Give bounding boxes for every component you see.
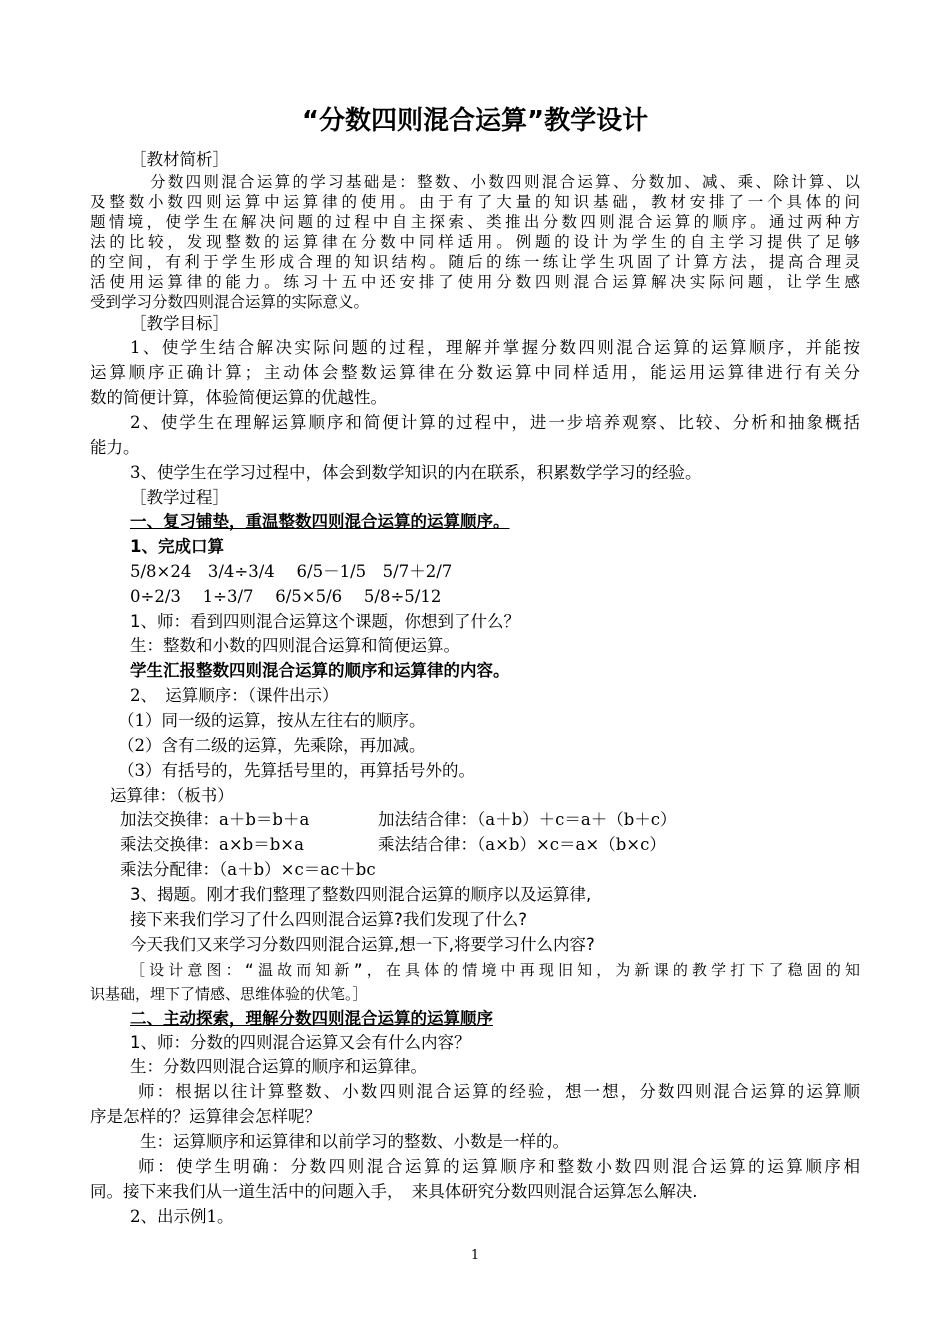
goal-line: 1、使学生结合解决实际问题的过程，理解并掌握分数四则混合运算的运算顺序，并能按	[130, 338, 860, 357]
goal-line: 数的简便计算，体验简便运算的优越性。	[90, 388, 387, 407]
document-title: “分数四则混合运算”教学设计	[301, 106, 649, 136]
teacher-line: 序是怎样的？运算律会怎样呢？	[90, 1107, 321, 1126]
part2-heading: 二、主动探索，理解分数四则混合运算的运算顺序	[130, 1009, 493, 1028]
reveal-line: 接下来我们学习了什么四则混合运算?我们发现了什么?	[130, 910, 528, 929]
laws-heading: 运算律：（板书）	[110, 786, 234, 805]
reveal-line: 今天我们又来学习分数四则混合运算,想一下,将要学习什么内容?	[130, 935, 595, 954]
oral-heading: 1、完成口算	[130, 537, 224, 556]
goal-line: 3、使学生在学习过程中，体会到数学知识的内在联系，积累数学学习的经验。	[130, 463, 702, 482]
goal-line: 运算顺序正确计算；主动体会整数运算律在分数运算中同样适用，能运用运算律进行有关分	[90, 363, 860, 382]
page-number: 1	[470, 1248, 480, 1263]
teacher-line: 同。接下来我们从一道生活中的问题入手， 来具体研究分数四则混合运算怎么解决.	[90, 1182, 698, 1201]
part1-heading: 一、复习铺垫，重温整数四则混合运算的运算顺序。	[130, 512, 510, 531]
teacher-line: 师：根据以往计算整数、小数四则混合运算的经验，想一想，分数四则混合运算的运算顺	[138, 1082, 860, 1101]
law-line: 加法结合律：（a＋b）＋c＝a＋（b＋c）	[378, 810, 677, 829]
student-line: 生：分数四则混合运算的顺序和运算律。	[130, 1057, 427, 1076]
teacher-line: 师：使学生明确：分数四则混合运算的运算顺序和整数小数四则混合运算的运算顺序相	[138, 1157, 860, 1176]
goals-heading: ［教学目标］	[130, 314, 229, 333]
order-item: （3）有括号的，先算括号里的，再算括号外的。	[118, 761, 475, 780]
analysis-line: 法的比较，发现整数的运算律在分数中同样适用。例题的设计为学生的自主学习提供了足够	[90, 233, 860, 251]
analysis-line: 及整数小数四则运算中运算律的使用。由于有了大量的知识基础，教材安排了一个具体的问	[90, 193, 860, 211]
order-item: （1）同一级的运算，按从左往右的顺序。	[118, 711, 426, 730]
analysis-line: 受到学习分数四则混合运算的实际意义。	[90, 293, 370, 311]
teacher-line: 1、师：分数的四则混合运算又会有什么内容？	[130, 1033, 471, 1052]
law-line: 乘法交换律：a×b＝b×a	[120, 835, 304, 854]
teacher-line: 1、师：看到四则混合运算这个课题，你想到了什么？	[130, 612, 520, 631]
analysis-line: 题情境，使学生在解决问题的过程中自主探索、类推出分数四则混合运算的顺序。通过两种方	[90, 213, 860, 231]
analysis-line: 分数四则混合运算的学习基础是：整数、小数四则混合运算、分数加、减、乘、除计算、以	[150, 173, 860, 191]
student-line: 生：整数和小数的四则混合运算和简便运算。	[130, 636, 460, 655]
reveal-line: 3、揭题。刚才我们整理了整数四则混合运算的顺序以及运算律,	[130, 885, 592, 904]
law-line: 乘法分配律：（a＋b）×c＝ac＋bc	[120, 860, 376, 879]
analysis-line: 的空间，有利于学生形成合理的知识结构。随后的练一练让学生巩固了计算方法，提高合理灵	[90, 253, 860, 271]
student-line: 生：运算顺序和运算律和以前学习的整数、小数是一样的。	[140, 1132, 569, 1151]
design-note-line: ［设计意图：“温故而知新”，在具体的情境中再现旧知，为新课的教学打下了稳固的知	[130, 961, 860, 979]
goal-line: 能力。	[90, 438, 140, 457]
example-line: 2、出示例1。	[130, 1207, 234, 1226]
law-line: 乘法结合律：（a×b）×c＝a×（b×c）	[378, 835, 666, 854]
goal-line: 2、使学生在理解运算顺序和简便计算的过程中，进一步培养观察、比较、分析和抽象概括	[130, 413, 860, 432]
law-line: 加法交换律：a＋b＝b＋a	[120, 810, 310, 829]
oral-exercises-row: 0÷2/3 1÷3/7 6/5×5/6 5/8÷5/12	[130, 587, 442, 606]
report-line: 学生汇报整数四则混合运算的顺序和运算律的内容。	[130, 661, 510, 680]
order-heading: 2、 运算顺序：（课件出示）	[130, 686, 339, 705]
design-note-line: 识基础，埋下了情感、思维体验的伏笔。］	[90, 985, 368, 1003]
oral-exercises-row: 5/8×24 3/4÷3/4 6/5－1/5 5/7＋2/7	[130, 562, 453, 581]
analysis-heading: ［教材简析］	[130, 150, 229, 169]
analysis-line: 活使用运算律的能力。练习十五中还安排了使用分数四则混合运算解决实际问题，让学生感	[90, 273, 860, 291]
order-item: （2）含有二级的运算，先乘除，再加减。	[118, 736, 426, 755]
process-heading: ［教学过程］	[130, 488, 229, 507]
